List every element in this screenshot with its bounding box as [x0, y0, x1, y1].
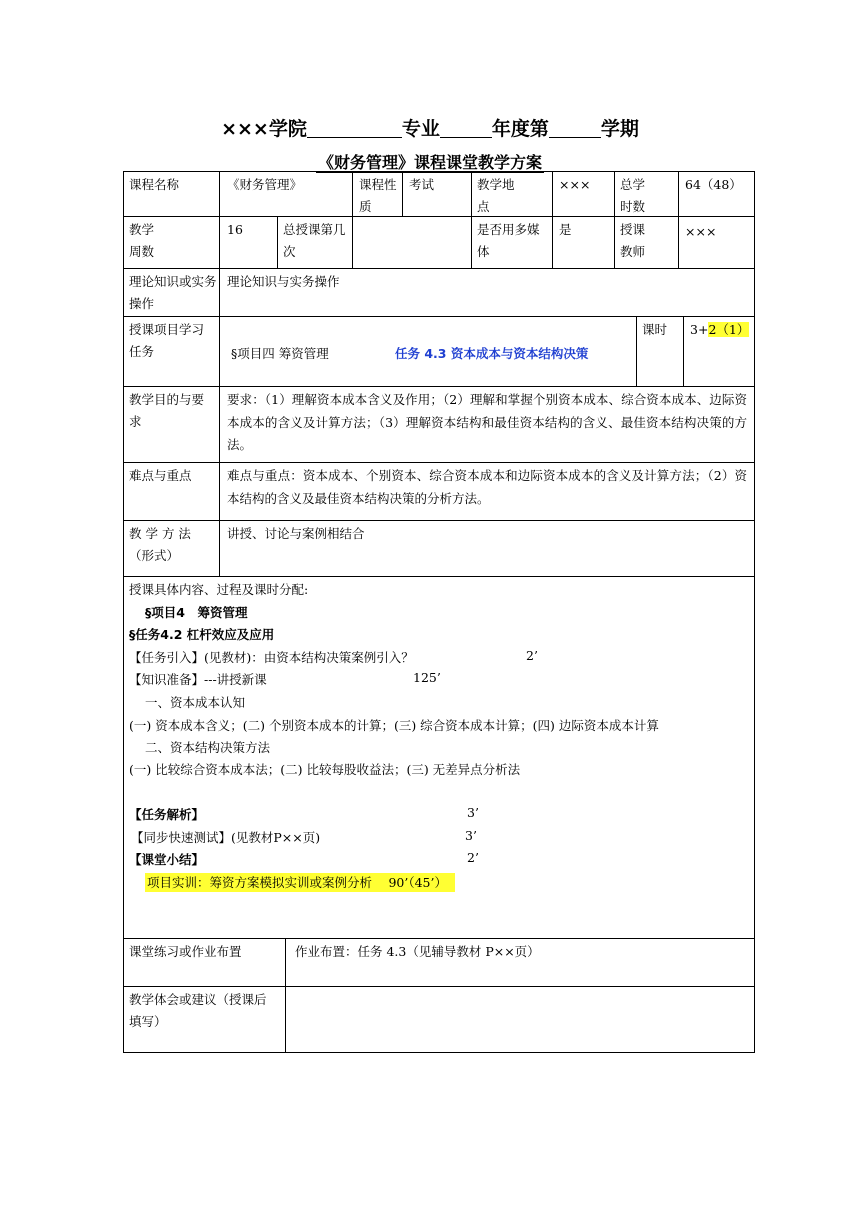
total-hours-label-cell: 总学时数: [620, 177, 646, 214]
weeks-label-cell: 教学周数: [129, 222, 155, 259]
document-subtitle: [0, 150, 860, 173]
line7-time: 3’: [467, 805, 479, 820]
content-line-3: 一、资本成本认知: [145, 694, 246, 710]
content-line-5: 二、资本结构决策方法: [145, 739, 271, 755]
task-project-cell: §项目四 筹资管理: [231, 346, 329, 361]
session-label-cell: 总授课第几次: [283, 222, 346, 259]
homework-label-cell: 课堂练习或作业布置: [129, 944, 242, 959]
method-value-cell: 讲授、讨论与案例相结合: [227, 526, 365, 541]
total-hours-value-cell: 64（48）: [685, 177, 742, 192]
line2-time: 125’: [413, 670, 441, 685]
content-line-4: (一) 资本成本含义；(二) 个别资本成本的计算；(三) 综合资本成本计算；(四) 边际资本成本计算: [129, 718, 659, 733]
content-task: §任务4.2 杠杆效应及应用: [129, 627, 275, 642]
college-blank: [307, 119, 402, 138]
reflection-label-cell: 教学体会或建议（授课后填写）: [129, 992, 267, 1029]
goals-value-cell: 要求：（1）理解资本成本含义及作用；（2）理解和掌握个别资本成本、综合资本成本、边际资本成本的含义及计算方法；（3）理解资本结构和最佳资本结构的含义、最佳资本结构决策的方法。: [227, 392, 747, 452]
weeks-value-cell: 16: [227, 222, 243, 237]
title-year: 年度第: [491, 118, 549, 140]
task-name-cell: 任务 4.3 资本成本与资本结构决策: [395, 346, 589, 361]
line9-time: 2’: [467, 850, 479, 865]
location-label-cell: 教学地点: [477, 177, 515, 214]
line8-time: 3’: [465, 827, 477, 843]
difficulty-label-cell: 难点与重点: [129, 468, 192, 483]
location-value-cell: ×××: [559, 177, 591, 192]
theory-value-cell: 理论知识与实务操作: [227, 274, 340, 289]
theory-label-cell: 理论知识或实务操作: [129, 274, 217, 311]
content-line-7: [129, 805, 749, 828]
year-blank: [440, 119, 492, 138]
term-blank: [549, 119, 601, 138]
method-label-cell: 教 学 方 法（形式）: [129, 526, 191, 563]
hours-value-a: 3+: [690, 322, 709, 337]
plan-grid: [123, 171, 755, 1053]
content-intro: 授课具体内容、过程及课时分配:: [129, 582, 309, 597]
teacher-value-cell: ×××: [685, 224, 717, 239]
line2-text: 【知识准备】---讲授新课: [129, 672, 267, 687]
course-name-label-cell: 课程名称: [129, 177, 180, 192]
hours-value-cell: [690, 319, 754, 341]
content-line-10: [129, 873, 749, 896]
multimedia-value-cell: 是: [559, 222, 572, 237]
line7-text: 【任务解析】: [129, 807, 205, 822]
teacher-label-cell: 授课教师: [620, 222, 646, 259]
document-title: [0, 114, 860, 141]
multimedia-label-cell: 是否用多媒体: [477, 222, 540, 259]
line8-text: 【同步快速测试】(见教材P××页): [131, 829, 321, 845]
course-nature-value-cell: 考试: [409, 177, 435, 192]
line10-text: 项目实训：筹资方案模拟实训或案例分析 90’（45’）: [145, 873, 455, 892]
line9-text: 【课堂小结】: [129, 852, 205, 867]
content-line-1: [129, 648, 749, 671]
course-nature-label-cell: 课程性质: [359, 177, 397, 214]
content-line-2: [129, 670, 749, 693]
title-major: 专业: [401, 118, 440, 140]
course-name-value-cell: 《财务管理》: [227, 177, 303, 192]
homework-value-cell: 作业布置：任务 4.3（见辅导教材 P××页）: [295, 944, 540, 959]
content-line-8: [129, 828, 749, 851]
subtitle-text: 《财务管理》课程课堂教学方案: [317, 153, 542, 172]
content-cell: [129, 580, 749, 895]
content-line-9: [129, 850, 749, 873]
line1-time: 2’: [526, 647, 538, 663]
difficulty-value-cell: 难点与重点：资本成本、个别资本、综合资本成本和边际资本成本的含义及计算方法；（2）资本结构的含义及最佳资本结构决策的分析方法。: [227, 468, 747, 506]
content-blank-line: [129, 783, 749, 806]
task-label-cell: 授课项目学习任务: [129, 322, 205, 359]
hours-label-cell: 课时: [642, 322, 668, 337]
title-college: ×××学院: [221, 118, 307, 140]
line1-text: 【任务引入】(见教材)：由资本结构决策案例引入？: [129, 649, 414, 665]
content-line-6: (一) 比较综合资本成本法；(二) 比较每股收益法；(三) 无差异点分析法: [129, 762, 521, 777]
content-project: §项目4 筹资管理: [145, 604, 248, 620]
title-term: 学期: [600, 118, 639, 140]
goals-label-cell: 教学目的与要求: [129, 392, 205, 429]
hours-value-b: 2（1）: [708, 322, 750, 337]
